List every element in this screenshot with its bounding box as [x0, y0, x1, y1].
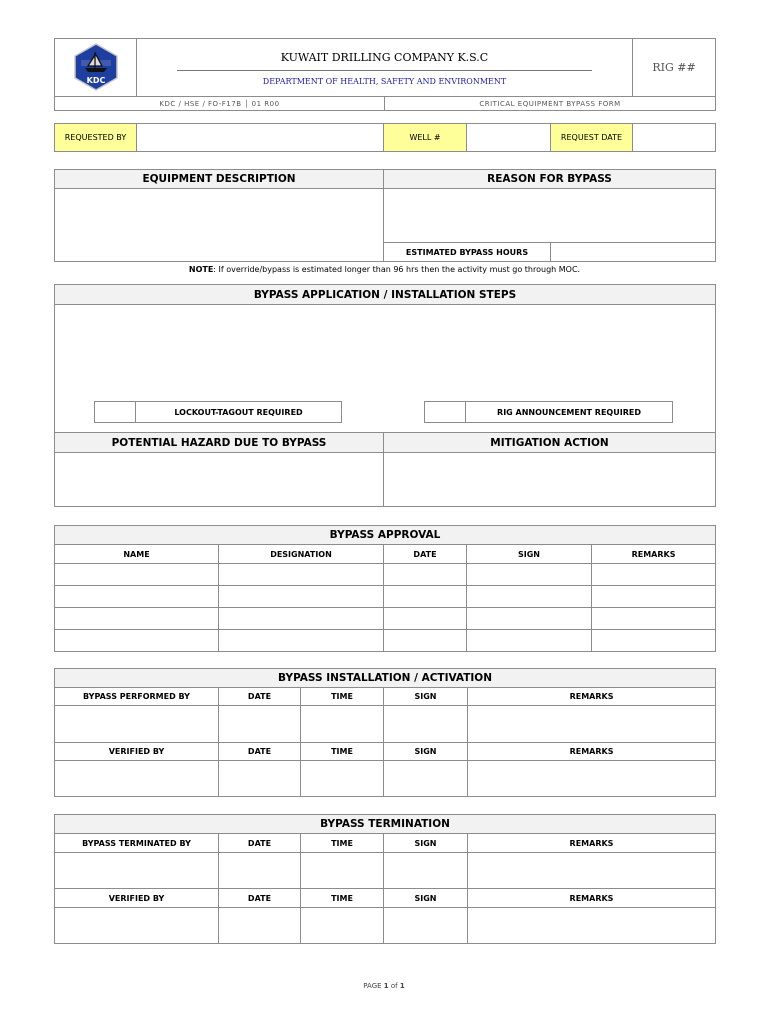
requested-by-input[interactable] [137, 124, 384, 152]
termination-cell[interactable] [219, 853, 301, 889]
estimated-hours-input[interactable] [551, 243, 716, 262]
table-row [55, 630, 716, 652]
department-name: DEPARTMENT OF HEALTH, SAFETY AND ENVIRONMENT [262, 77, 507, 86]
approval-cell[interactable] [592, 630, 716, 652]
title-divider [177, 70, 592, 71]
table-row [55, 706, 716, 743]
table-row [55, 853, 716, 889]
mitigation-header: MITIGATION ACTION [384, 433, 716, 453]
mitigation-input[interactable] [384, 453, 716, 507]
approval-col-remarks: REMARKS [592, 545, 716, 564]
approval-cell[interactable] [55, 630, 219, 652]
approval-col-designation: DESIGNATION [219, 545, 384, 564]
installation-cell[interactable] [468, 706, 716, 743]
approval-col-name: NAME [55, 545, 219, 564]
termination-cell[interactable] [55, 853, 219, 889]
approval-cell[interactable] [592, 586, 716, 608]
approval-cell[interactable] [384, 630, 467, 652]
logo-text: KDC [86, 75, 105, 85]
termination-col-date: DATE [219, 834, 301, 853]
page-total: 1 [399, 982, 405, 990]
approval-cell[interactable] [219, 608, 384, 630]
hazard-header: POTENTIAL HAZARD DUE TO BYPASS [55, 433, 384, 453]
approval-cell[interactable] [384, 608, 467, 630]
page-footer [0, 982, 768, 990]
termination-cell[interactable] [468, 853, 716, 889]
termination-col-verified-by: VERIFIED BY [55, 889, 219, 908]
termination-col-time: TIME [301, 834, 384, 853]
approval-cell[interactable] [592, 608, 716, 630]
lockout-tagout-row [94, 401, 342, 423]
installation-col-time: TIME [301, 688, 384, 706]
equipment-description-header: EQUIPMENT DESCRIPTION [55, 170, 384, 189]
kdc-logo-icon [71, 42, 121, 92]
installation-cell[interactable] [384, 761, 468, 797]
approval-cell[interactable] [55, 586, 219, 608]
request-date-input[interactable] [633, 124, 716, 152]
page-of-word: of [390, 982, 398, 990]
note-text [54, 265, 715, 274]
installation-cell[interactable] [219, 761, 301, 797]
requested-by-label: REQUESTED BY [55, 124, 137, 152]
rig-announcement-row [424, 401, 673, 423]
reason-header: REASON FOR BYPASS [384, 170, 716, 189]
steps-header: BYPASS APPLICATION / INSTALLATION STEPS [55, 285, 716, 305]
approval-cell[interactable] [467, 564, 592, 586]
approval-cell[interactable] [219, 630, 384, 652]
termination-cell[interactable] [384, 853, 468, 889]
reason-input[interactable] [384, 189, 716, 243]
header-table [54, 38, 716, 111]
termination-cell[interactable] [219, 908, 301, 944]
rig-announcement-checkbox[interactable] [425, 402, 466, 422]
title-cell [137, 39, 633, 97]
termination-cell[interactable] [55, 908, 219, 944]
well-label: WELL # [384, 124, 467, 152]
equipment-description-input[interactable] [55, 189, 384, 262]
table-row [55, 608, 716, 630]
approval-col-sign: SIGN [467, 545, 592, 564]
termination-col-terminated-by: BYPASS TERMINATED BY [55, 834, 219, 853]
steps-table [54, 284, 716, 507]
note-label: NOTE [188, 265, 214, 274]
installation-table [54, 668, 716, 797]
approval-cell[interactable] [467, 586, 592, 608]
installation-col-sign-2: SIGN [384, 743, 468, 761]
page-current: 1 [383, 982, 389, 990]
doc-code: KDC / HSE / FO-F17B │ 01 R00 [55, 97, 385, 111]
table-row [55, 564, 716, 586]
approval-table [54, 525, 716, 652]
approval-cell[interactable] [219, 564, 384, 586]
estimated-hours-label: ESTIMATED BYPASS HOURS [384, 243, 551, 262]
approval-cell[interactable] [384, 586, 467, 608]
termination-table [54, 814, 716, 944]
installation-header: BYPASS INSTALLATION / ACTIVATION [55, 669, 716, 688]
table-row [55, 586, 716, 608]
termination-cell[interactable] [468, 908, 716, 944]
approval-cell[interactable] [467, 608, 592, 630]
termination-col-date-2: DATE [219, 889, 301, 908]
termination-header: BYPASS TERMINATION [55, 815, 716, 834]
termination-col-sign-2: SIGN [384, 889, 468, 908]
table-row [55, 908, 716, 944]
request-date-label: REQUEST DATE [551, 124, 633, 152]
termination-col-time-2: TIME [301, 889, 384, 908]
page-word: PAGE [363, 982, 382, 990]
installation-col-sign: SIGN [384, 688, 468, 706]
approval-col-date: DATE [384, 545, 467, 564]
installation-cell[interactable] [301, 706, 384, 743]
installation-cell[interactable] [384, 706, 468, 743]
approval-header: BYPASS APPROVAL [55, 526, 716, 545]
installation-col-remarks-2: REMARKS [468, 743, 716, 761]
equipment-table [54, 169, 716, 262]
approval-cell[interactable] [55, 608, 219, 630]
approval-cell[interactable] [384, 564, 467, 586]
termination-col-remarks-2: REMARKS [468, 889, 716, 908]
approval-cell[interactable] [219, 586, 384, 608]
installation-cell[interactable] [219, 706, 301, 743]
hazard-input[interactable] [55, 453, 384, 507]
termination-cell[interactable] [301, 853, 384, 889]
approval-cell[interactable] [55, 564, 219, 586]
table-row [55, 761, 716, 797]
installation-col-date: DATE [219, 688, 301, 706]
installation-col-performed-by: BYPASS PERFORMED BY [55, 688, 219, 706]
installation-cell[interactable] [55, 761, 219, 797]
installation-col-date-2: DATE [219, 743, 301, 761]
approval-cell[interactable] [592, 564, 716, 586]
installation-cell[interactable] [55, 706, 219, 743]
rig-announcement-label: RIG ANNOUNCEMENT REQUIRED [497, 407, 641, 417]
logo-cell [55, 39, 137, 97]
installation-col-remarks: REMARKS [468, 688, 716, 706]
termination-col-remarks: REMARKS [468, 834, 716, 853]
company-name: KUWAIT DRILLING COMPANY K.S.C [280, 51, 489, 64]
approval-cell[interactable] [467, 630, 592, 652]
termination-cell[interactable] [384, 908, 468, 944]
lockout-tagout-label: LOCKOUT-TAGOUT REQUIRED [174, 407, 303, 417]
installation-col-time-2: TIME [301, 743, 384, 761]
lockout-tagout-checkbox[interactable] [95, 402, 136, 422]
installation-cell[interactable] [468, 761, 716, 797]
installation-col-verified-by: VERIFIED BY [55, 743, 219, 761]
installation-cell[interactable] [301, 761, 384, 797]
termination-col-sign: SIGN [384, 834, 468, 853]
note-body: : If override/bypass is estimated longer than 96 hrs then the activity must go through MOC. [213, 265, 581, 274]
request-table [54, 123, 716, 152]
form-title: CRITICAL EQUIPMENT BYPASS FORM [385, 97, 716, 111]
rig-number: RIG ## [633, 39, 716, 97]
well-input[interactable] [467, 124, 551, 152]
termination-cell[interactable] [301, 908, 384, 944]
